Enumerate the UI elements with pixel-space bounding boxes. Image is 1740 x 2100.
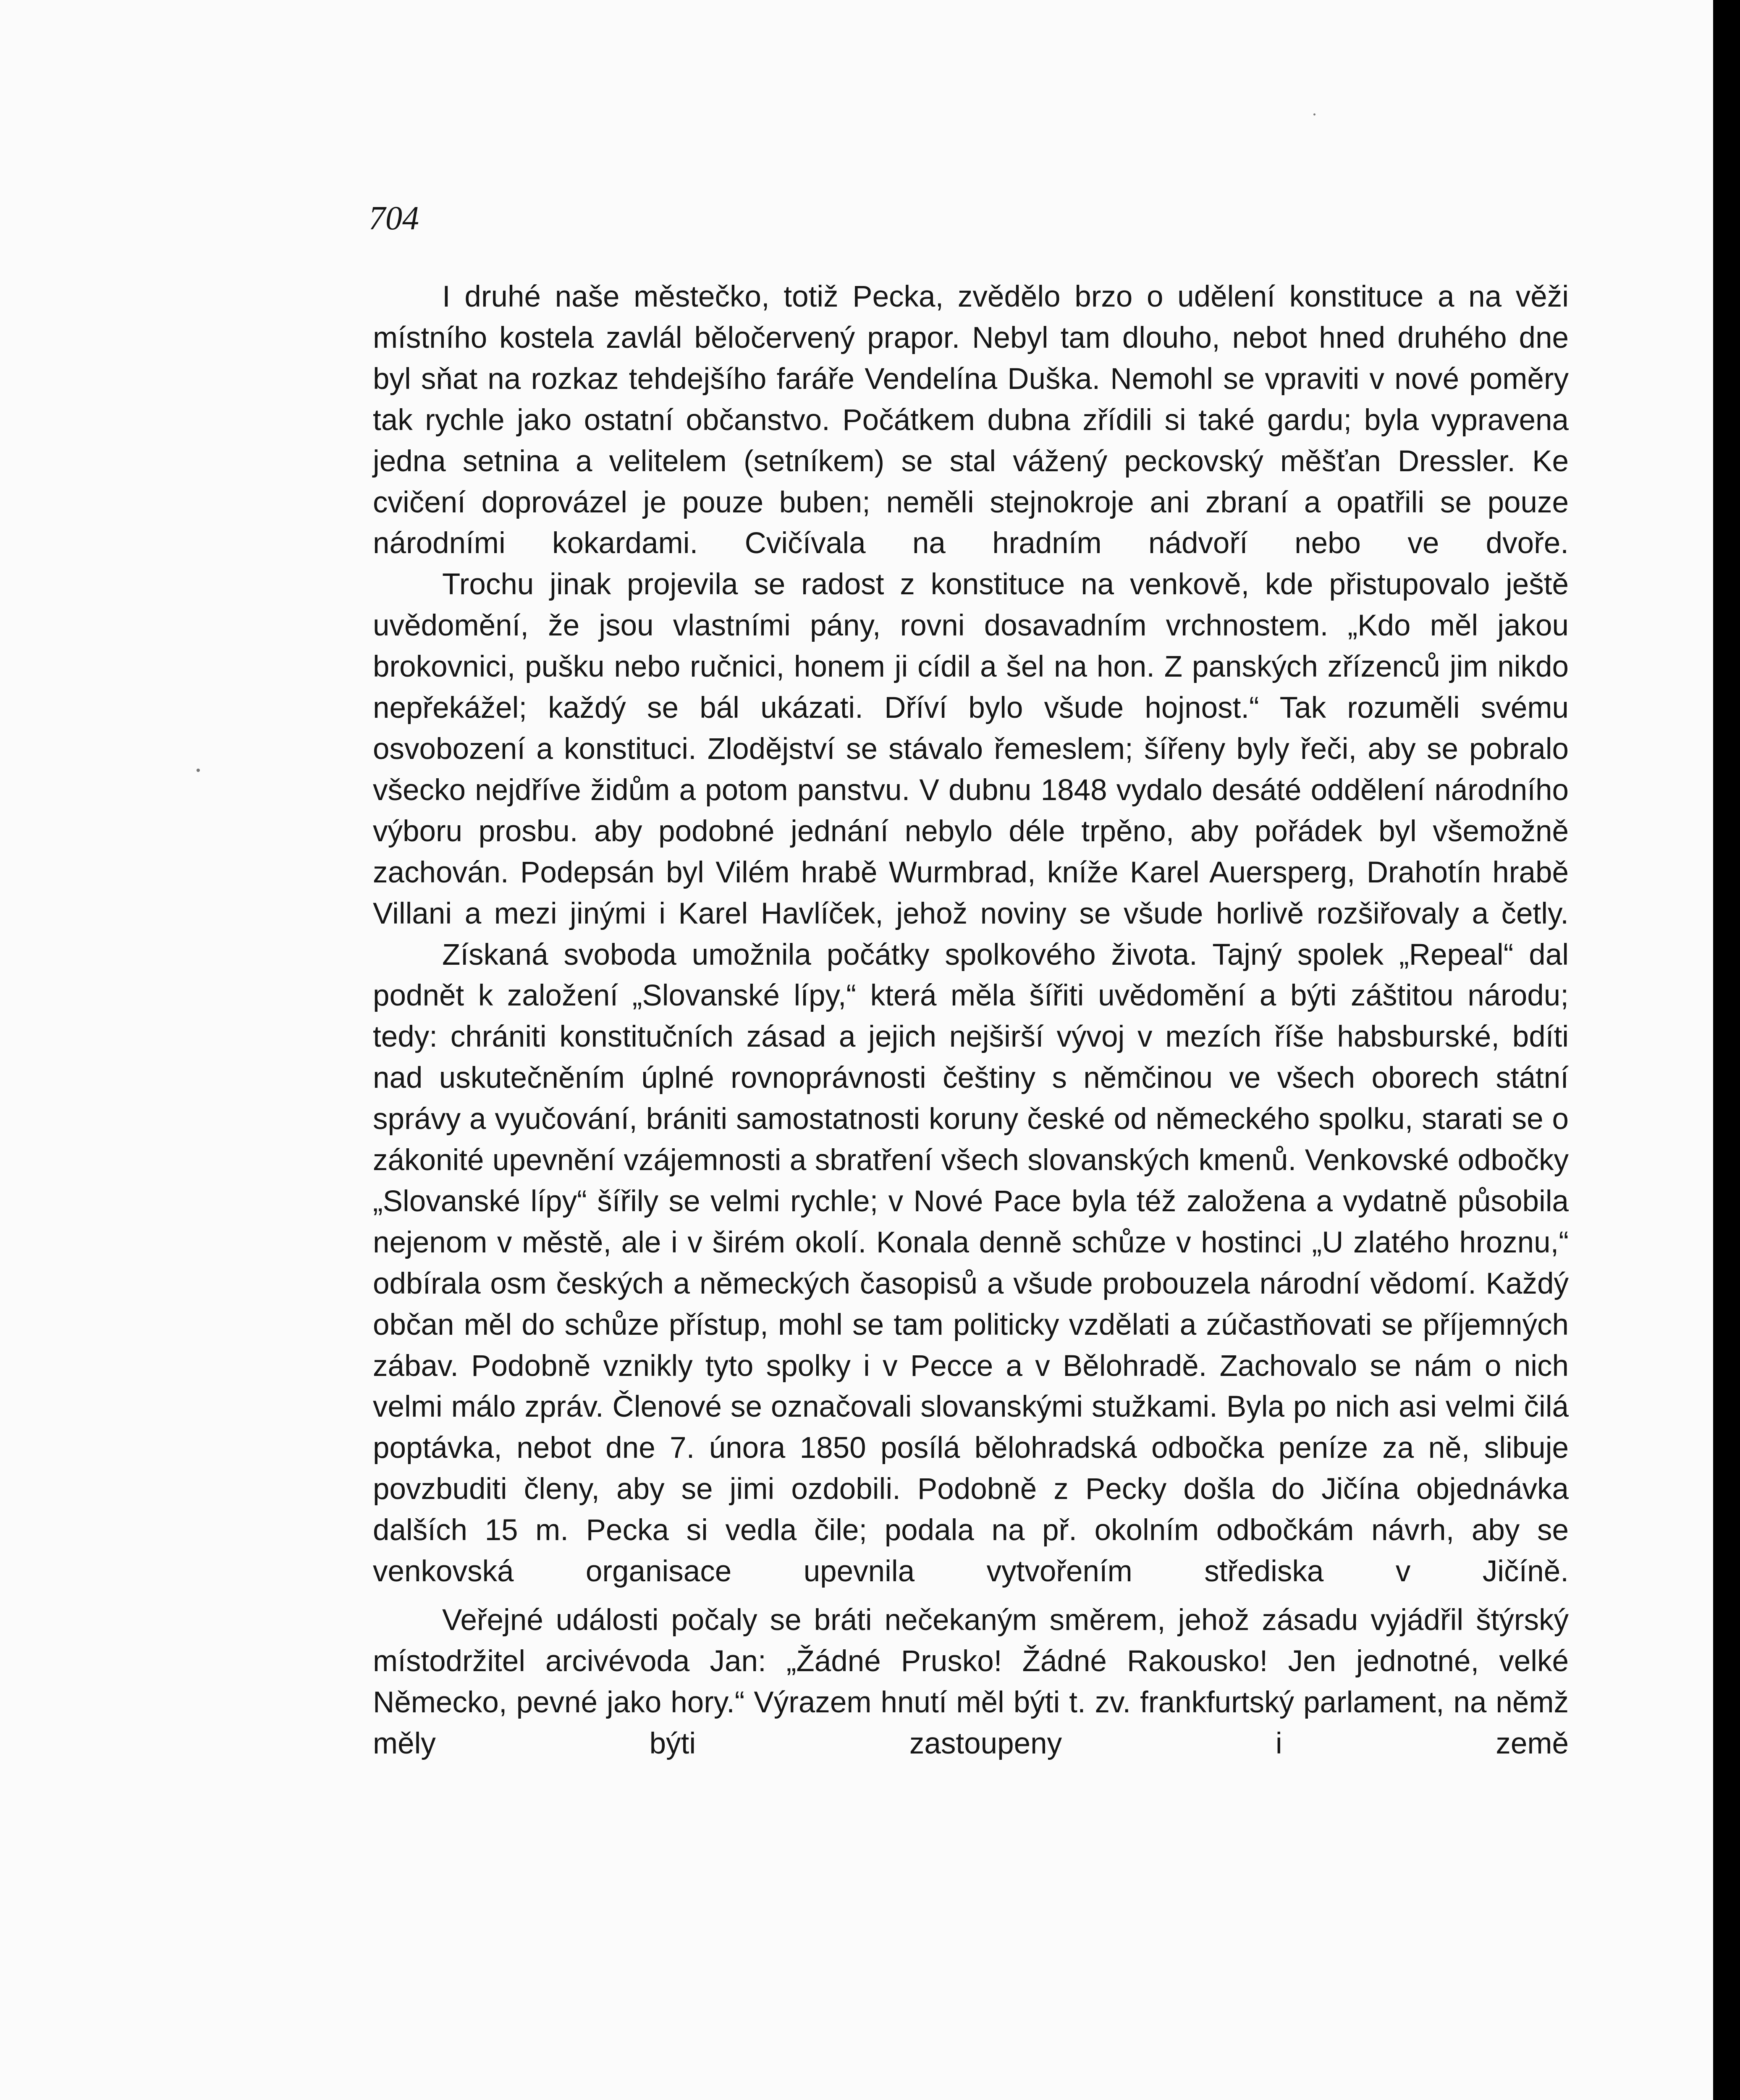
- paper-speck: [197, 769, 200, 772]
- paragraph-venkov-radost: Trochu jinak projevila se radost z konstituce na venkově, kde přistupovalo ještě uvědomění, že jsou vlastními pány, rovni dosavadním vrchnostem. „Kdo měl jakou brokovnici, pušku nebo ručnici, honem ji cídil a šel na hon. Z panských zřízenců jim nikdo nepřekážel; každý se bál ukázati. Dříví bylo všude hojnost.“ Tak rozuměli svému osvobození a konstituci. Zlodějství se stávalo řemeslem; šířeny byly řeči, aby se pobralo všecko nejdříve židům a potom panstvu. V dubnu 1848 vydalo desáté oddělení národního výboru prosbu. aby podobné jednání nebylo déle trpěno, aby pořádek byl všemožně zachován. Podepsán byl Vilém hrabě Wurmbrad, kníže Karel Auersperg, Drahotín hrabě Villani a mezi jinými i Karel Havlíček, jehož noviny se všude horlivě rozšiřovaly a četly.: [373, 568, 1569, 930]
- paragraph-slovanska-lipa: Získaná svoboda umožnila počátky spolkového života. Tajný spolek „Repeal“ dal podnět k založení „Slovanské lípy,“ která měla šířiti uvědomění a býti záštitou národu; tedy: chrániti konstitučních zásad a jejich nejširší vývoj v mezích říše habsburské, bdíti nad uskutečněním úplné rovnoprávnosti češtiny s němčinou ve všech oborech státní správy a vyučování, brániti samostatnosti koruny české od německého spolku, starati se o zákonité upevnění vzájemnosti a sbratření všech slovanských kmenů. Venkovské odbočky „Slovanské lípy“ šířily se velmi rychle; v Nové Pace byla též založena a vydatně působila nejenom v městě, ale i v širém okolí. Konala denně schůze v hostinci „U zlatého hroznu,“ odbírala osm českých a německých časopisů a všude probouzela národní vědomí. Každý občan měl do schůze přístup, mohl se tam politicky vzdělati a zúčastňovati se příjemných zábav. Podobně vznikly tyto spolky i v Pecce a v Bělohradě. Zachovalo se nám o nich velmi málo zpráv. Členové se označovali slovanskými stužkami. Byla po nich asi velmi čilá poptávka, nebot dne 7. února 1850 posílá bělohradská odbočka peníze za ně, slibuje povzbuditi členy, aby se jimi ozdobili. Podobně z Pecky došla do Jičína objednávka dalších 15 m. Pecka si vedla čile; podala na př. okolním odbočkám návrh, aby se venkovská organisace upevnila vytvořením střediska v Jičíně.: [373, 938, 1569, 1588]
- body-text: [373, 276, 1569, 1764]
- page-number: 704: [369, 200, 419, 237]
- paragraph-pecka-konstituce: I druhé naše městečko, totiž Pecka, zvědělo brzo o udělení konstituce a na věži místního kostela zavlál běločervený prapor. Nebyl tam dlouho, nebot hned druhého dne byl sňat na rozkaz tehdejšího faráře Vendelína Duška. Nemohl se vpraviti v nové poměry tak rychle jako ostatní občanstvo. Počátkem dubna zřídili si také gardu; byla vypravena jedna setnina a velitelem (setníkem) se stal vážený peckovský měšťan Dressler. Ke cvičení doprovázel je pouze buben; neměli stejnokroje ani zbraní a opatřili se pouze národními kokardami. Cvičívala na hradním nádvoří nebo ve dvoře.: [373, 280, 1569, 560]
- paragraph-verejne-udalosti: Veřejné události počaly se bráti nečekaným směrem, jehož zásadu vyjádřil štýrský místodržitel arcivévoda Jan: „Žádné Prusko! Žádné Rakousko! Jen jednotné, velké Německo, pevné jako hory.“ Výrazem hnutí měl býti t. zv. frankfurtský parlament, na němž měly býti zastoupeny i země: [373, 1604, 1569, 1760]
- paper-speck: [1313, 113, 1315, 116]
